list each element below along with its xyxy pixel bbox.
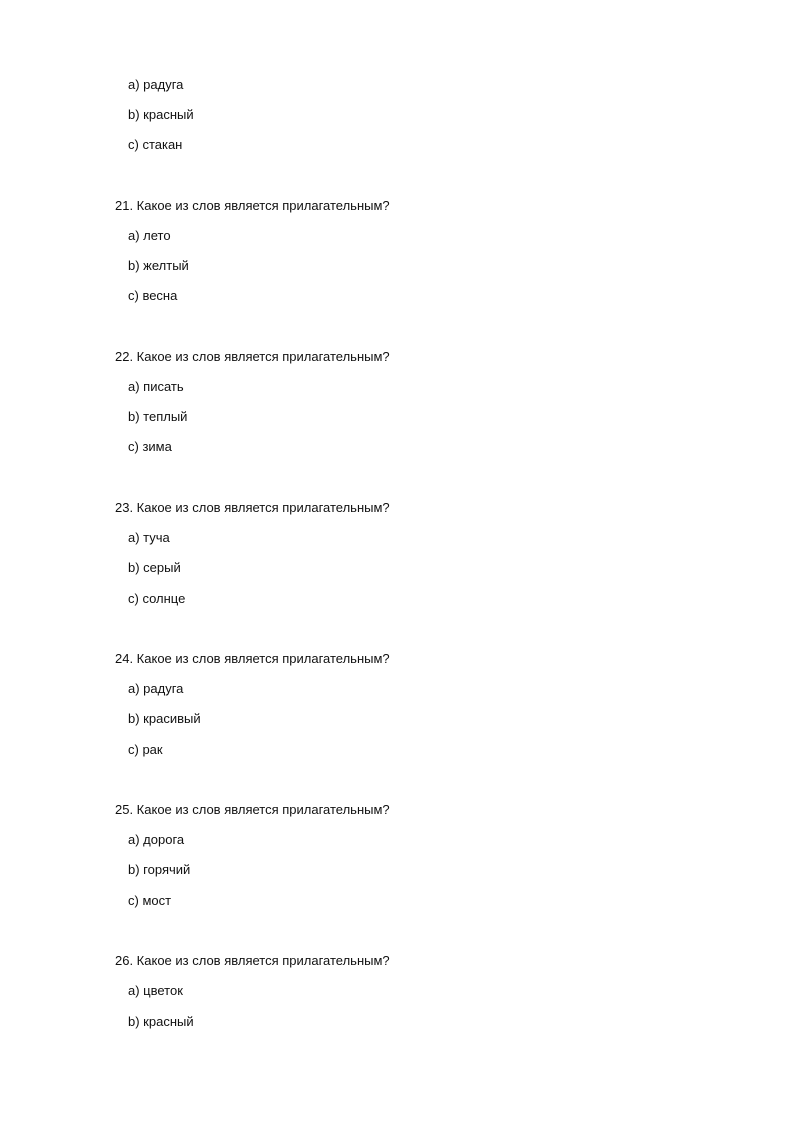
answer-option: b) теплый: [128, 409, 188, 424]
answer-option: b) горячий: [128, 862, 191, 877]
question-prompt: 22. Какое из слов является прилагательным?: [115, 349, 390, 364]
answer-option: а) радуга: [128, 77, 184, 92]
answer-option: b) красный: [128, 1014, 194, 1029]
answer-option: а) туча: [128, 530, 170, 545]
answer-option: а) дорога: [128, 832, 185, 847]
answer-option: c) солнце: [128, 591, 186, 606]
answer-option: c) мост: [128, 893, 172, 908]
answer-option: а) цветок: [128, 983, 183, 998]
answer-option: c) весна: [128, 288, 178, 303]
answer-option: c) зима: [128, 439, 172, 454]
question-prompt: 21. Какое из слов является прилагательным?: [115, 198, 390, 213]
question-prompt: 23. Какое из слов является прилагательным?: [115, 500, 390, 515]
answer-option: b) желтый: [128, 258, 189, 273]
answer-option: b) красный: [128, 107, 194, 122]
answer-option: b) красивый: [128, 711, 201, 726]
question-prompt: 25. Какое из слов является прилагательным?: [115, 802, 390, 817]
answer-option: c) рак: [128, 742, 163, 757]
answer-option: b) серый: [128, 560, 181, 575]
question-prompt: 26. Какое из слов является прилагательным?: [115, 953, 390, 968]
answer-option: c) стакан: [128, 137, 183, 152]
answer-option: а) писать: [128, 379, 184, 394]
answer-option: а) радуга: [128, 681, 184, 696]
question-prompt: 24. Какое из слов является прилагательным?: [115, 651, 390, 666]
answer-option: а) лето: [128, 228, 171, 243]
